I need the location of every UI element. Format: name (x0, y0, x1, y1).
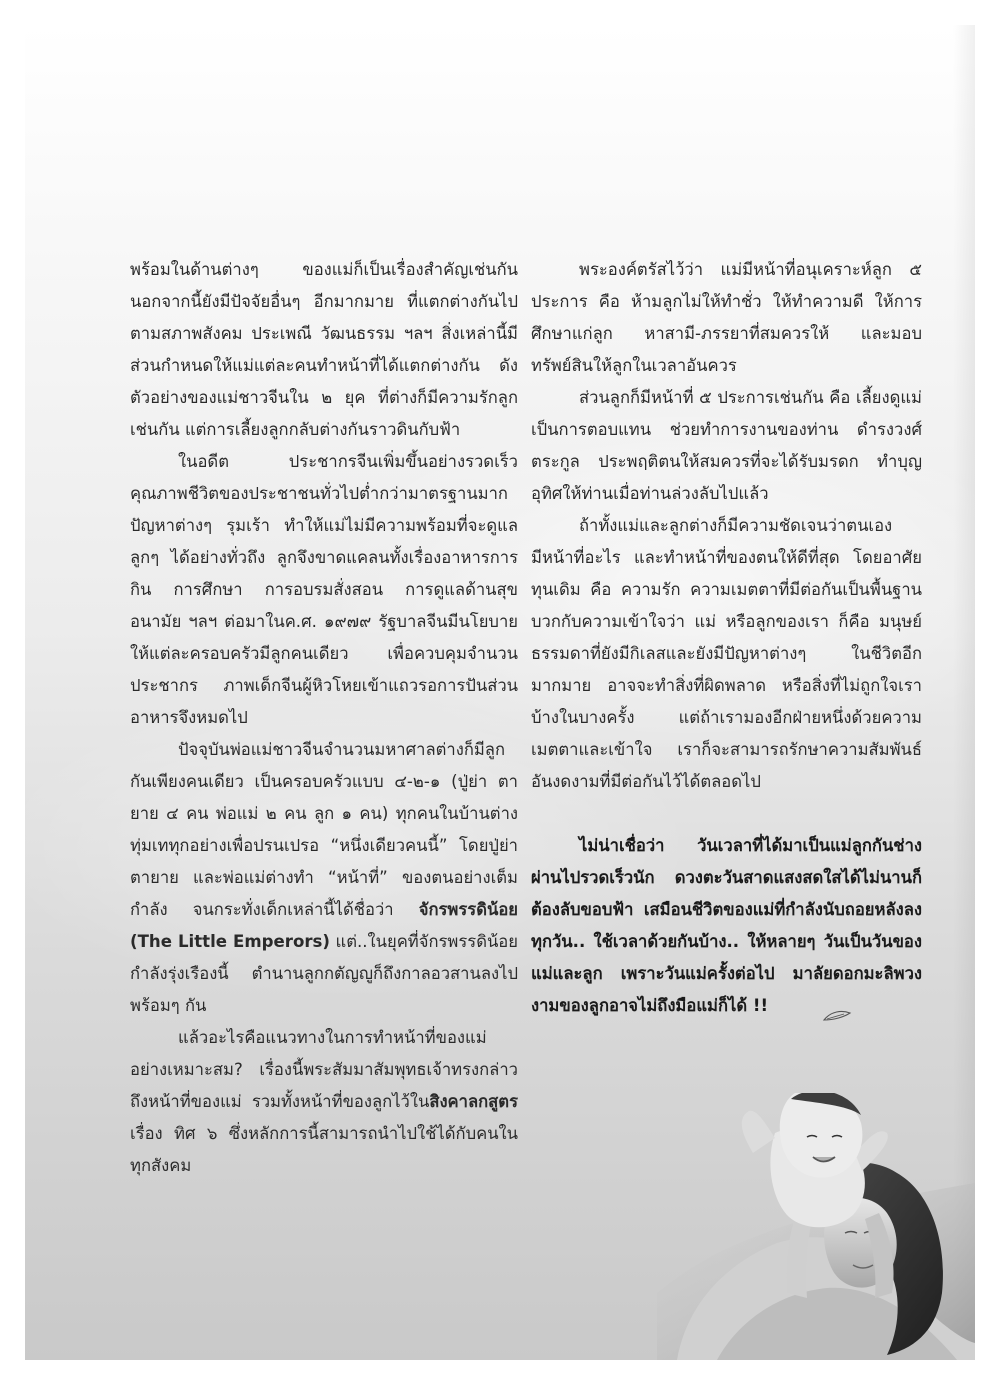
left-column (130, 254, 518, 1182)
right-paragraph-1: พระองค์ตรัสไว้ว่า แม่มีหน้าที่อนุเคราะห์ลูก ๕ ประการ คือ ห้ามลูกไม่ให้ทำชั่ว ให้ทำความดี ให้การศึกษาแก่ลูก หาสามี-ภรรยาที่สมควรให้ และมอบทรัพย์สินให้ลูกในเวลาอันควร (531, 260, 922, 375)
left-paragraph-4-text-a: แล้วอะไรคือแนวทางในการทำหน้าที่ของแม่อย่างเหมาะสม? เรื่องนี้พระสัมมาสัมพุทธเจ้าทรงกล่าวถึงหน้าที่ของแม่ รวมทั้งหน้าที่ของลูกไว้ใน (130, 1028, 518, 1111)
closing-quote (531, 830, 922, 1022)
left-paragraph-3-text-a: ปัจจุบันพ่อแม่ชาวจีนจำนวนมหาศาลต่างก็มีลูกกันเพียงคนเดียว เป็นครอบครัวแบบ ๔-๒-๑ (ปู่ย่า ตายาย ๔ คน พ่อแม่ ๒ คน ลูก ๑ คน) ทุกคนในบ้านต่างทุ่มเททุกอย่างเพื่อปรนเปรอ “หนึ่งเดียวคนนี้” โดยปู่ย่า ตายาย และพ่อแม่ต่างทำ “หน้าที่” ของตนอย่างเต็มกำลัง จนกระทั่งเด็กเหล่านี้ได้ชื่อว่า (130, 740, 518, 919)
feather-end-mark-icon (774, 1001, 804, 1013)
left-paragraph-2: ในอดีต ประชากรจีนเพิ่มขึ้นอย่างรวดเร็ว คุณภาพชีวิตของประชาชนทั่วไปต่ำกว่ามาตรฐานมาก ปัญหาต่างๆ รุมเร้า ทำให้แม่ไม่มีความพร้อมที่จะดูแลลูกๆ ได้อย่างทั่วถึง ลูกจึงขาดแคลนทั้งเรื่องอาหารการกิน การศึกษา การอบรมสั่งสอน การดูแลด้านสุขอนามัย ฯลฯ ต่อมาในค.ศ. ๑๙๗๙ รัฐบาลจีนมีนโยบายให้แต่ละครอบครัวมีลูกคนเดียว เพื่อควบคุมจำนวนประชากร ภาพเด็กจีนผู้หิวโหยเข้าแถวรอการปันส่วนอาหารจึงหมดไป (130, 452, 518, 727)
little-emperors-term: จักรพรรดิน้อย (The Little Emperors) (130, 900, 519, 951)
left-paragraph-3-text-b: แต่..ในยุคที่จักรพรรดิน้อยกำลังรุ่งเรืองนี้ ตำนานลูกกตัญญูก็ถึงกาลอวสานลงไปพร้อมๆ กัน (130, 932, 518, 1015)
closing-quote-text: ไม่น่าเชื่อว่า วันเวลาที่ได้มาเป็นแม่ลูกกันช่างผ่านไปรวดเร็วนัก ดวงตะวันสาดแสงสดใสได้ไม่นานก็ต้องลับขอบฟ้า เสมือนชีวิตของแม่ที่กำลังนับถอยหลังลงทุกวัน.. ใช้เวลาด้วยกันบ้าง.. ให้หลายๆ วันเป็นวันของแม่และลูก เพราะวันแม่ครั้งต่อไป มาลัยดอกมะลิพวงงามของลูกอาจไม่ถึงมือแม่ก็ได้ !! (531, 836, 922, 1015)
right-column (531, 254, 922, 1022)
left-paragraph-3 (130, 734, 518, 1022)
magazine-page (25, 25, 975, 1360)
left-paragraph-1: พร้อมในด้านต่างๆ ของแม่ก็เป็นเรื่องสำคัญเช่นกัน นอกจากนี้ยังมีปัจจัยอื่นๆ อีกมากมาย ที่แตกต่างกันไปตามสภาพสังคม ประเพณี วัฒนธรรม ฯลฯ สิ่งเหล่านี้มีส่วนกำหนดให้แม่แต่ละคนทำหน้าที่ได้แตกต่างกัน ดังตัวอย่างของแม่ชาวจีนใน ๒ ยุค ที่ต่างก็มีความรักลูกเช่นกัน แต่การเลี้ยงลูกกลับต่างกันราวดินกับฟ้า (130, 260, 518, 439)
sigalaka-sutta-term: สิงคาลกสูตร (429, 1092, 518, 1111)
mother-lifting-child-photo (657, 1093, 975, 1360)
right-paragraph-3: ถ้าทั้งแม่และลูกต่างก็มีความชัดเจนว่าตนเองมีหน้าที่อะไร และทำหน้าที่ของตนให้ดีที่สุด โดยอาศัยทุนเดิม คือ ความรัก ความเมตตาที่มีต่อกันเป็นพื้นฐาน บวกกับความเข้าใจว่า แม่ หรือลูกของเรา ก็คือ มนุษย์ธรรมดาที่ยังมีกิเลสและยังมีปัญหาต่างๆ ในชีวิตอีกมากมาย อาจจะทำสิ่งที่ผิดพลาด หรือสิ่งที่ไม่ถูกใจเราบ้างในบางครั้ง แต่ถ้าเรามองอีกฝ่ายหนึ่งด้วยความเมตตาและเข้าใจ เราก็จะสามารถรักษาความสัมพันธ์อันงดงามที่มีต่อกันไว้ได้ตลอดไป (531, 516, 922, 791)
right-paragraph-2: ส่วนลูกก็มีหน้าที่ ๕ ประการเช่นกัน คือ เลี้ยงดูแม่เป็นการตอบแทน ช่วยทำการงานของท่าน ดำรงวงศ์ตระกูล ประพฤติตนให้สมควรที่จะได้รับมรดก ทำบุญอุทิศให้ท่านเมื่อท่านล่วงลับไปแล้ว (531, 388, 922, 503)
left-paragraph-4 (130, 1022, 518, 1182)
left-paragraph-4-text-b: เรื่อง ทิศ ๖ ซึ่งหลักการนี้สามารถนำไปใช้ได้กับคนในทุกสังคม (130, 1124, 518, 1175)
